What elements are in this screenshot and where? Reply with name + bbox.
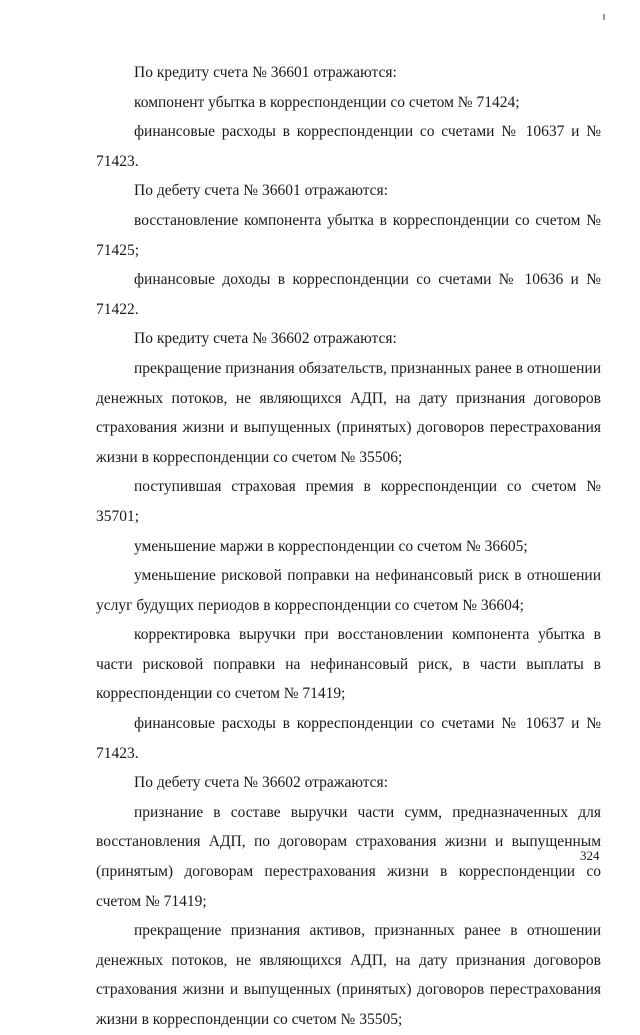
paragraph: финансовые расходы в корреспонденции со счетами № 10637 и № 71423. (96, 123, 601, 170)
paragraph: признание в составе выручки части сумм, предназначенных для восстановления АДП, по договорам страхования жизни и выпущенным (принятым) договорам перестрахования жизни в корреспонденции со счетом № 71419; (96, 803, 601, 910)
scan-artifact (603, 14, 605, 20)
paragraph: По дебету счета № 36601 отражаются: (134, 182, 388, 200)
paragraph: прекращение признания обязательств, признанных ранее в отношении денежных потоков, не являющихся АДП, на дату признания договоров страхования жизни и выпущенных (принятых) договоров перестрахования жизни в корреспонденции со счетом № 35506; (96, 359, 601, 466)
page-number: 324 (580, 848, 600, 863)
paragraph: прекращение признания активов, признанных ранее в отношении денежных потоков, не являющихся АДП, на дату признания договоров страхования жизни и выпущенных (принятых) договоров перестрахования жизни в корреспонденции со счетом № 35505; (96, 922, 601, 1028)
paragraph: компонент убытка в корреспонденции со счетом № 71424; (134, 93, 520, 111)
paragraph: восстановление компонента убытка в корреспонденции со счетом № 71425; (96, 211, 601, 259)
paragraph: поступившая страховая премия в корреспонденции со счетом № 35701; (96, 478, 601, 525)
body-text (96, 58, 601, 1035)
paragraph: По кредиту счета № 36602 отражаются: (134, 330, 397, 348)
paragraph: уменьшение рисковой поправки на нефинансовый риск в отношении услуг будущих периодов в корреспонденции со счетом № 36604; (96, 567, 601, 614)
paragraph: По кредиту счета № 36601 отражаются: (134, 64, 397, 81)
paragraph: уменьшение маржи в корреспонденции со счетом № 36605; (134, 537, 528, 555)
paragraph: По дебету счета № 36602 отражаются: (134, 774, 388, 792)
paragraph: финансовые расходы в корреспонденции со счетами № 10637 и № 71423. (96, 715, 601, 762)
paragraph: корректировка выручки при восстановлении компонента убытка в части рисковой поправки на нефинансовый риск, в части выплаты в корреспонденции со счетом № 71419; (96, 626, 601, 703)
paragraph: финансовые доходы в корреспонденции со счетами № 10636 и № 71422. (96, 271, 601, 318)
